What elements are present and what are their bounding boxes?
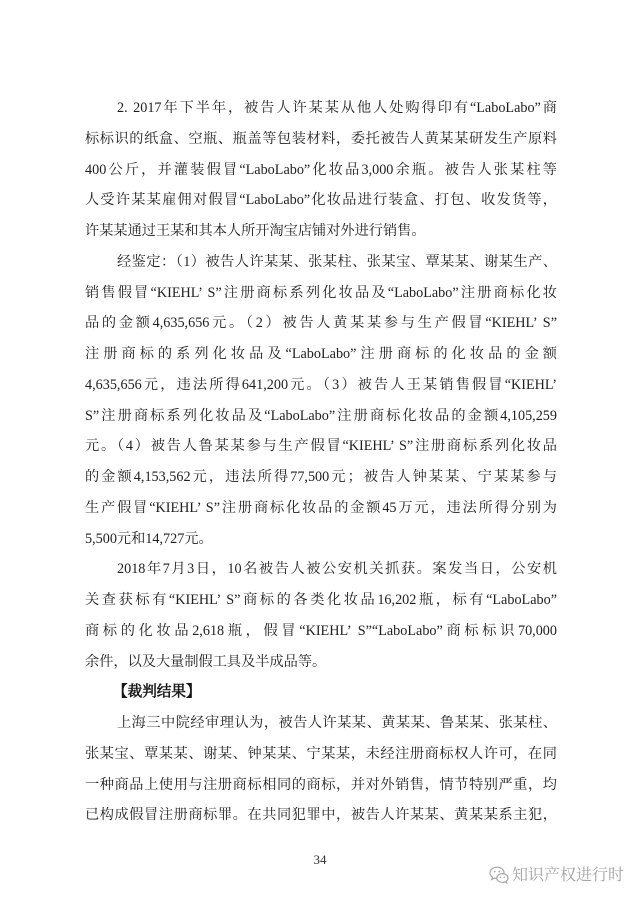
text-line: 4,635,656元，违法所得641,200元。（3）被告人王某销售假冒“KIEHL’ bbox=[85, 376, 557, 393]
paragraph-4 bbox=[85, 708, 557, 831]
text-line: 400公斤，并灌装假冒“LaboLabo”化妆品3,000余瓶。被告人张某柱等 bbox=[85, 161, 557, 178]
text-line: 上海三中院经审理认为，被告人许某某、黄某某、鲁某某、张某柱、 bbox=[117, 715, 557, 731]
text-line: 关查获标有“KIEHL’ S”商标的各类化妆品16,202瓶，标有“LaboLabo” bbox=[85, 592, 557, 608]
text-line: 5,500元和14,727元。 bbox=[85, 530, 213, 547]
paragraph-2 bbox=[85, 247, 557, 555]
text-line: S”注册商标系列化妆品及“LaboLabo”注册商标化妆品的金额4,105,259 bbox=[85, 407, 557, 424]
text-line: 余件，以及大量制假工具及半成品等。 bbox=[85, 653, 327, 670]
text-line: 已构成假冒注册商标罪。在共同犯罪中，被告人许某某、黄某某系主犯， bbox=[85, 807, 557, 824]
text-line: 人受许某某雇佣对假冒“LaboLabo”化妆品进行装盒、打包、收发货等， bbox=[85, 192, 557, 209]
text-line: 2018年7月3日，10名被告人被公安机关抓获。案发当日，公安机 bbox=[117, 561, 557, 578]
wechat-icon bbox=[489, 866, 509, 884]
text-line: 商标的化妆品2,618瓶，假冒“KIEHL’ S”“LaboLabo”商标标识70,000 bbox=[85, 622, 557, 639]
watermark-text: 知识产权进行时 bbox=[512, 865, 625, 884]
text-line: 的金额4,153,562元，违法所得77,500元；被告人钟某某、宁某某参与 bbox=[85, 469, 557, 485]
document-body bbox=[85, 93, 557, 831]
text-line: 2. 2017年下半年，被告人许某某从他人处购得印有“LaboLabo”商 bbox=[117, 100, 557, 116]
paragraph-3 bbox=[85, 554, 557, 677]
text-line: 经鉴定：（1）被告人许某某、张某柱、张某宝、覃某某、谢某生产、 bbox=[117, 253, 557, 270]
page-number: 34 bbox=[313, 852, 327, 867]
text-line: 注册商标的系列化妆品及“LaboLabo”注册商标的化妆品的金额 bbox=[85, 346, 557, 362]
text-line: 标标识的纸盒、空瓶、瓶盖等包装材料，委托被告人黄某某研发生产原料 bbox=[85, 130, 557, 147]
text-line: 生产假冒“KIEHL’ S”注册商标化妆品的金额45万元，违法所得分别为 bbox=[85, 499, 557, 516]
text-line: 元。（4）被告人鲁某某参与生产假冒“KIEHL’ S”注册商标系列化妆品 bbox=[85, 438, 557, 455]
section-heading: 【裁判结果】 bbox=[113, 684, 201, 701]
text-line: 品的金额4,635,656元。（2）被告人黄某某参与生产假冒“KIEHL’ S” bbox=[85, 315, 557, 332]
paragraph-1 bbox=[85, 93, 557, 247]
watermark bbox=[489, 864, 624, 886]
text-line: 一种商品上使用与注册商标相同的商标，并对外销售，情节特别严重，均 bbox=[85, 776, 557, 793]
text-line: 销售假冒“KIEHL’ S”注册商标系列化妆品及“LaboLabo”注册商标化妆 bbox=[85, 284, 557, 301]
text-line: 许某某通过王某和其本人所开淘宝店铺对外进行销售。 bbox=[85, 223, 426, 239]
text-line: 张某宝、覃某某、谢某、钟某某、宁某某，未经注册商标权人许可，在同 bbox=[85, 745, 557, 762]
